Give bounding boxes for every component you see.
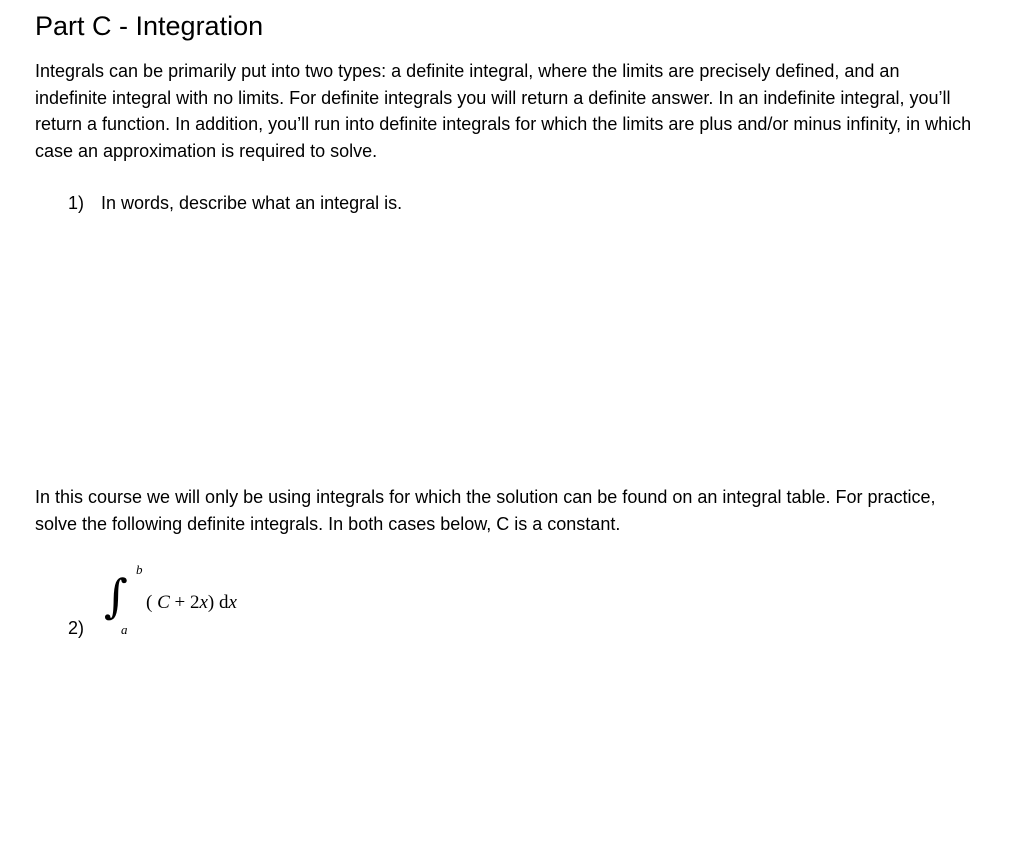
integrand-expression xyxy=(146,591,237,615)
page-title: Part C - Integration xyxy=(35,11,264,41)
variable-x: x xyxy=(199,592,208,613)
plus-two: + 2 xyxy=(169,592,200,613)
integral-upper-limit: b xyxy=(136,562,143,577)
integral-lower-limit: a xyxy=(121,622,128,637)
constant-c: C xyxy=(157,592,170,613)
question-1-text: In words, describe what an integral is. xyxy=(101,193,403,213)
close-paren: ) xyxy=(207,592,215,613)
differential-d: d xyxy=(214,592,229,613)
question-1 xyxy=(68,191,402,215)
question-1-number: 1) xyxy=(68,193,85,213)
outro-paragraph: In this course we will only be using integrals for which the solution can be found on an integral table. For practice, solve the following definite integrals. In both cases below, C is a constant. xyxy=(35,487,936,534)
question-2-number: 2) xyxy=(68,618,85,638)
integral-sign: ∫ xyxy=(104,569,128,623)
intro-paragraph: Integrals can be primarily put into two types: a definite integral, where the limits are precisely defined, and an indefinite integral with no limits. For definite integrals you will return a definite answer. In an indefinite integral, you’ll return a function. In addition, you’ll run into definite integrals for which the limits are plus and/or minus infinity, in which case an approximation is required to solve. xyxy=(35,61,972,161)
differential-variable: x xyxy=(228,592,237,613)
open-paren: ( xyxy=(146,592,153,613)
